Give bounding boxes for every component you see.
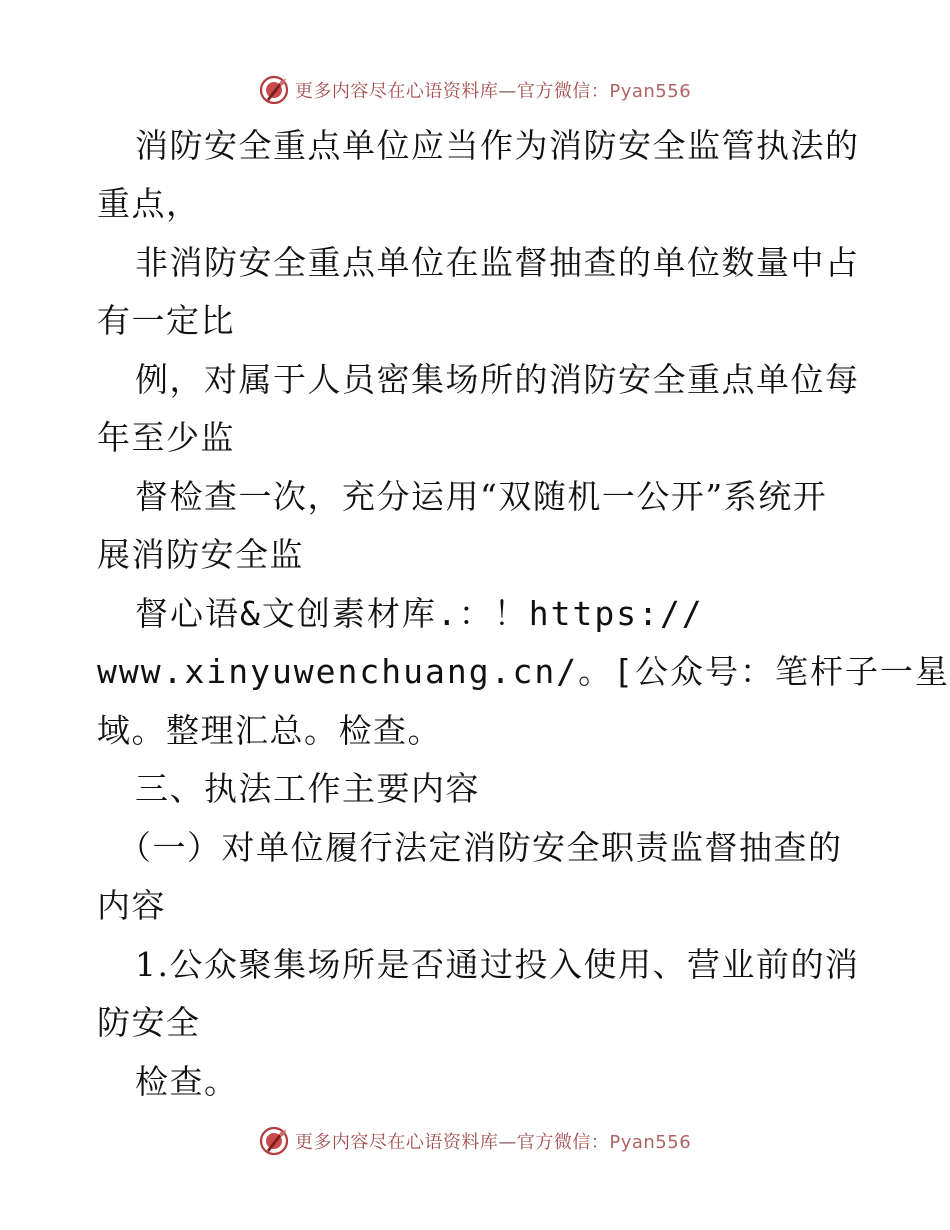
paragraph-line: 例，对属于人员密集场所的消防安全重点单位每 (135, 360, 860, 399)
banner-wechat-id: Pyan556 (609, 1132, 692, 1153)
red-quill-logo-icon (259, 75, 289, 105)
paragraph-line: 督检查一次，充分运用“双随机一公开”系统开 (135, 477, 828, 516)
banner-wechat-id: Pyan556 (609, 81, 692, 102)
paragraph-line: 防安全 (97, 1003, 201, 1042)
list-item: 1.公众聚集场所是否通过投入使用、营业前的消 (135, 945, 860, 984)
footer-banner (0, 1121, 950, 1161)
banner-slogan: 更多内容尽在心语资料库 (294, 1132, 499, 1153)
header-banner (0, 70, 950, 110)
red-quill-logo-icon (259, 1126, 289, 1156)
banner-wechat-label: 官方微信： (516, 81, 610, 102)
paragraph-line: 消防安全重点单位应当作为消防安全监管执法的 (135, 126, 860, 165)
paragraph-line: 有一定比 (97, 301, 235, 340)
paragraph-line: 展消防安全监 (97, 535, 304, 574)
paragraph-line: 督心语&文创素材库.：！https:// (135, 594, 704, 633)
paragraph-line: 检查。 (135, 1062, 239, 1101)
subsection-heading: （一）对单位履行法定消防安全职责监督抽查的 (118, 828, 843, 867)
paragraph-line: 非消防安全重点单位在监督抽查的单位数量中占 (135, 243, 860, 282)
banner-wechat-label: 官方微信： (516, 1132, 610, 1153)
paragraph-line: 重点， (97, 184, 201, 223)
paragraph-line: 年至少监 (97, 418, 235, 457)
paragraph-line: www.xinyuwenchuang.cn/。[公众号：笔杆子一星 (97, 652, 950, 691)
paragraph-line: 域。整理汇总。检查。 (97, 711, 442, 750)
paragraph-line: 内容 (97, 886, 166, 925)
section-heading: 三、执法工作主要内容 (135, 769, 480, 808)
banner-dash: — (498, 1132, 517, 1153)
banner-slogan: 更多内容尽在心语资料库 (294, 81, 499, 102)
banner-dash: — (498, 81, 517, 102)
